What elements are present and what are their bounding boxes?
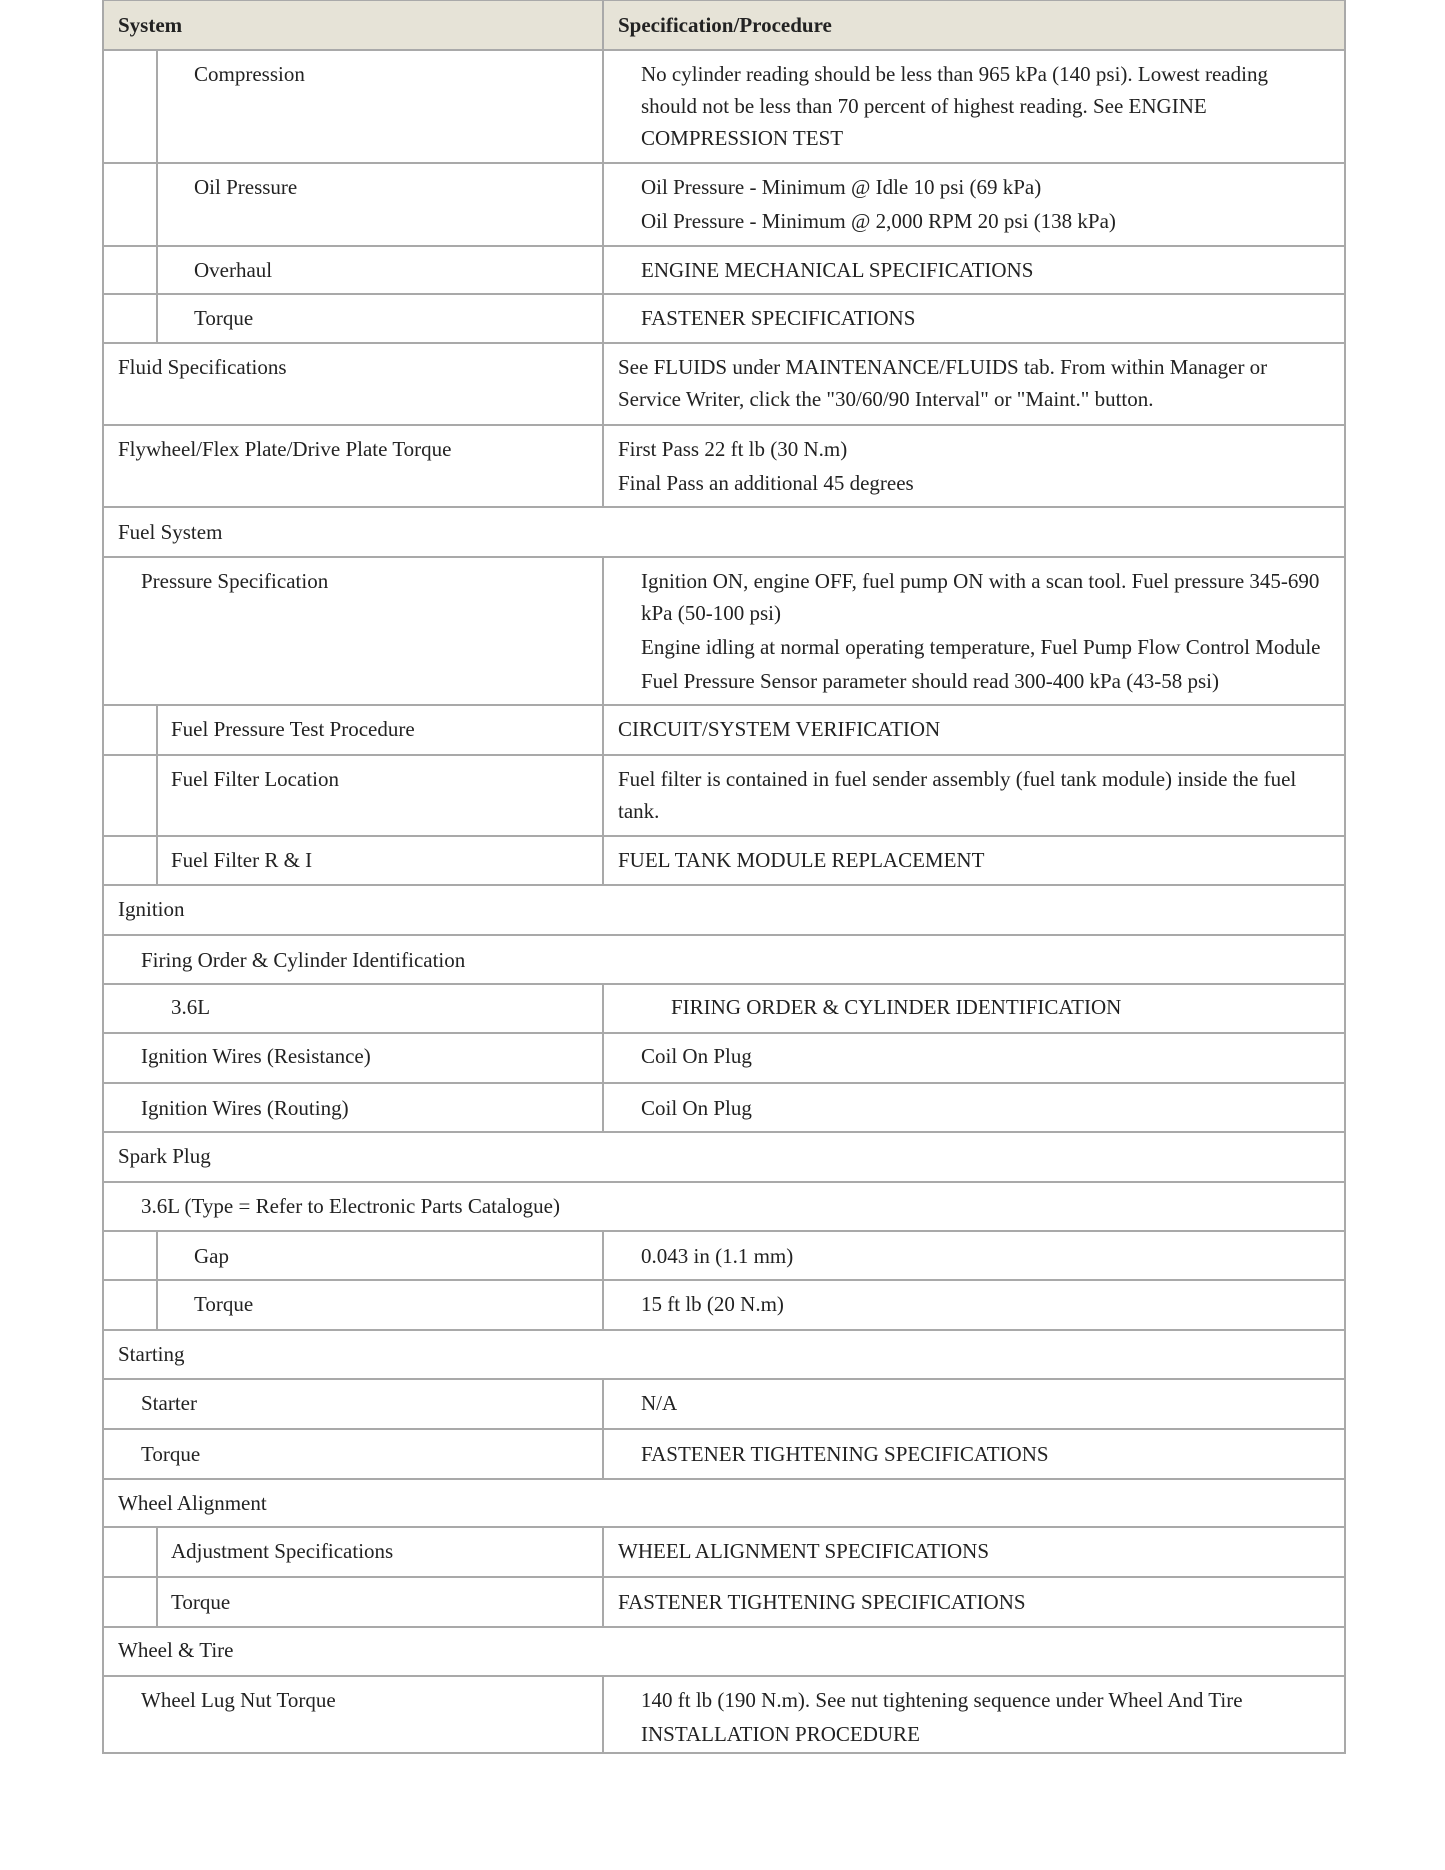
row-spec-line: CIRCUIT/SYSTEM VERIFICATION xyxy=(618,717,941,741)
row-system-label: 3.6L xyxy=(171,995,211,1019)
table-row xyxy=(104,1281,1344,1331)
row-system-label: Fuel Filter Location xyxy=(171,767,339,791)
section-label: Spark Plug xyxy=(118,1144,211,1168)
row-spec-line: N/A xyxy=(641,1391,678,1415)
row-system-label: Fuel Filter R & I xyxy=(171,848,313,872)
row-system-label: Wheel Lug Nut Torque xyxy=(141,1688,336,1712)
row-spec-line: Fuel filter is contained in fuel sender assembly (fuel tank module) inside the fuel xyxy=(618,767,1297,791)
row-spec-line: FASTENER TIGHTENING SPECIFICATIONS xyxy=(641,1442,1049,1466)
section-row xyxy=(104,1480,1344,1528)
row-system-label: Pressure Specification xyxy=(141,569,329,593)
row-system-label: Flywheel/Flex Plate/Drive Plate Torque xyxy=(118,437,452,461)
row-spec-line: 15 ft lb (20 N.m) xyxy=(641,1292,784,1316)
row-system-label: Torque xyxy=(141,1442,201,1466)
row-spec-line: WHEEL ALIGNMENT SPECIFICATIONS xyxy=(618,1539,989,1563)
table-row xyxy=(104,1034,1344,1084)
row-spec-line: 140 ft lb (190 N.m). See nut tightening sequence under Wheel And Tire xyxy=(641,1688,1243,1712)
section-row xyxy=(104,1183,1344,1232)
table-row xyxy=(104,164,1344,247)
table-row xyxy=(104,706,1344,756)
table-row xyxy=(104,1677,1344,1753)
row-spec-line: Oil Pressure - Minimum @ Idle 10 psi (69 kPa) xyxy=(641,175,1042,199)
table-row xyxy=(104,247,1344,295)
section-label: Wheel & Tire xyxy=(118,1638,234,1662)
row-spec-line: Coil On Plug xyxy=(641,1096,752,1120)
section-row xyxy=(104,1331,1344,1380)
table-row xyxy=(104,1232,1344,1281)
section-row xyxy=(104,1628,1344,1677)
row-spec-line: ENGINE MECHANICAL SPECIFICATIONS xyxy=(641,258,1034,282)
table-header-row xyxy=(104,1,1344,51)
row-spec-line: Engine idling at normal operating temperature, Fuel Pump Flow Control Module xyxy=(641,635,1321,659)
row-spec-line: Service Writer, click the "30/60/90 Interval" or "Maint." button. xyxy=(618,387,1154,411)
row-spec-line: tank. xyxy=(618,799,660,823)
section-label: 3.6L (Type = Refer to Electronic Parts Catalogue) xyxy=(141,1194,560,1218)
table-row xyxy=(104,837,1344,886)
section-label: Starting xyxy=(118,1342,185,1366)
table-row xyxy=(104,1528,1344,1578)
row-spec-line: FUEL TANK MODULE REPLACEMENT xyxy=(618,848,985,872)
row-spec-line: FIRING ORDER & CYLINDER IDENTIFICATION xyxy=(671,995,1122,1019)
table-row xyxy=(104,295,1344,344)
row-spec-line: Fuel Pressure Sensor parameter should read 300-400 kPa (43-58 psi) xyxy=(641,669,1219,693)
row-system-label: Gap xyxy=(194,1244,229,1268)
row-spec-line: Final Pass an additional 45 degrees xyxy=(618,471,914,495)
table-row xyxy=(104,1578,1344,1628)
row-spec-line: 0.043 in (1.1 mm) xyxy=(641,1244,794,1268)
row-system-label: Overhaul xyxy=(194,258,273,282)
row-spec-line: should not be less than 70 percent of highest reading. See ENGINE xyxy=(641,94,1207,118)
table-row xyxy=(104,1084,1344,1133)
header-system: System xyxy=(118,13,183,37)
row-spec-line: First Pass 22 ft lb (30 N.m) xyxy=(618,437,848,461)
table-row xyxy=(104,426,1344,508)
row-spec-line: Ignition ON, engine OFF, fuel pump ON with a scan tool. Fuel pressure 345-690 xyxy=(641,569,1320,593)
table-row xyxy=(104,1430,1344,1480)
table-row xyxy=(104,985,1344,1034)
row-system-label: Torque xyxy=(171,1590,231,1614)
header-specification: Specification/Procedure xyxy=(618,13,832,37)
section-row xyxy=(104,508,1344,558)
row-spec-line: INSTALLATION PROCEDURE xyxy=(641,1722,920,1746)
row-spec-line: FASTENER TIGHTENING SPECIFICATIONS xyxy=(618,1590,1026,1614)
section-label: Firing Order & Cylinder Identification xyxy=(141,948,466,972)
table-row xyxy=(104,344,1344,426)
row-spec-line: kPa (50-100 psi) xyxy=(641,601,781,625)
table-row xyxy=(104,1380,1344,1430)
row-system-label: Oil Pressure xyxy=(194,175,298,199)
table-row xyxy=(104,756,1344,837)
section-label: Ignition xyxy=(118,897,185,921)
row-system-label: Ignition Wires (Routing) xyxy=(141,1096,349,1120)
row-system-label: Torque xyxy=(194,1292,254,1316)
section-row xyxy=(104,1133,1344,1183)
section-label: Fuel System xyxy=(118,520,223,544)
spec-table xyxy=(102,0,1346,1754)
table-row xyxy=(104,51,1344,164)
row-spec-line: FASTENER SPECIFICATIONS xyxy=(641,306,916,330)
row-system-label: Torque xyxy=(194,306,254,330)
table-row xyxy=(104,558,1344,706)
section-row xyxy=(104,886,1344,936)
row-spec-line: Oil Pressure - Minimum @ 2,000 RPM 20 psi (138 kPa) xyxy=(641,209,1116,233)
section-row xyxy=(104,936,1344,985)
row-system-label: Ignition Wires (Resistance) xyxy=(141,1044,371,1068)
row-system-label: Starter xyxy=(141,1391,197,1415)
row-spec-line: Coil On Plug xyxy=(641,1044,752,1068)
row-system-label: Compression xyxy=(194,62,305,86)
row-system-label: Adjustment Specifications xyxy=(171,1539,394,1563)
row-system-label: Fuel Pressure Test Procedure xyxy=(171,717,415,741)
section-label: Wheel Alignment xyxy=(118,1491,267,1515)
row-spec-line: COMPRESSION TEST xyxy=(641,126,844,150)
row-spec-line: No cylinder reading should be less than 965 kPa (140 psi). Lowest reading xyxy=(641,62,1268,86)
row-spec-line: See FLUIDS under MAINTENANCE/FLUIDS tab. From within Manager or xyxy=(618,355,1268,379)
row-system-label: Fluid Specifications xyxy=(118,355,287,379)
